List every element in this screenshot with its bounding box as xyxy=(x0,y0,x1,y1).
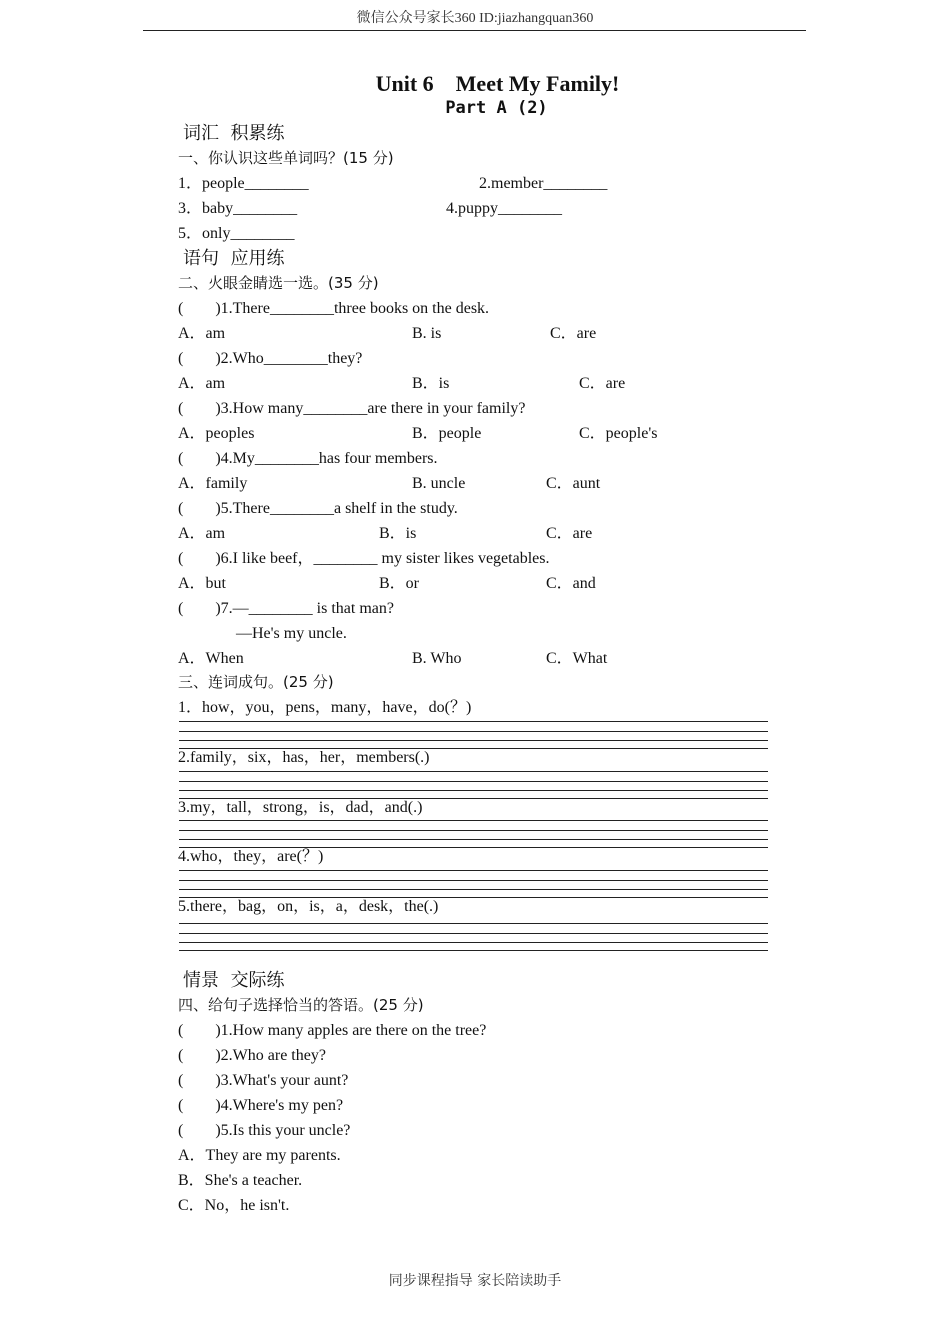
writing-line xyxy=(179,942,768,943)
q2-option-b: B．people xyxy=(412,425,482,442)
section-sentence-heading: 语句 应用练 xyxy=(183,248,285,269)
q4-option: C．No，he isn't. xyxy=(178,1197,290,1214)
q2-stem: ( )6.I like beef，________ my sister likes vegetables. xyxy=(178,550,550,567)
writing-line xyxy=(179,923,768,924)
q2-option-b: B. Who xyxy=(412,650,462,667)
writing-line xyxy=(179,781,768,782)
header-divider xyxy=(143,30,806,31)
writing-line xyxy=(179,830,768,831)
q1-heading: 一、你认识这些单词吗？(15 分) xyxy=(178,149,394,167)
section-situation-heading: 情景 交际练 xyxy=(183,970,285,991)
q4-item: ( )2.Who are they? xyxy=(178,1047,326,1064)
q3-item: 2.family，six，has，her，members(.) xyxy=(178,749,430,766)
q3-item: 3.my，tall，strong，is，dad，and(.) xyxy=(178,799,423,816)
q4-item: ( )4.Where's my pen? xyxy=(178,1097,344,1114)
writing-line xyxy=(179,771,768,772)
writing-line xyxy=(179,820,768,821)
section-vocab-heading: 词汇 积累练 xyxy=(183,123,285,144)
q2-option-a: A．am xyxy=(178,375,226,392)
q2-option-b: B．is xyxy=(379,525,417,542)
q2-option-c: C．are xyxy=(550,325,597,342)
page-subtitle: Part A (2) xyxy=(445,98,548,118)
q2-stem: ( )4.My________has four members. xyxy=(178,450,438,467)
q2-option-c: C．aunt xyxy=(546,475,601,492)
writing-line xyxy=(179,731,768,732)
q2-stem: ( )3.How many________are there in your family? xyxy=(178,400,526,417)
q2-option-a: A．but xyxy=(178,575,227,592)
q2-stem: ( )7.—________ is that man? xyxy=(178,600,394,617)
page-footer: 同步课程指导 家长陪读助手 xyxy=(388,1273,562,1289)
q2-stem: ( )5.There________a shelf in the study. xyxy=(178,500,458,517)
writing-line xyxy=(179,889,768,890)
q2-option-c: C．people's xyxy=(579,425,658,442)
writing-line xyxy=(179,933,768,934)
q2-stem: ( )1.There________three books on the desk. xyxy=(178,300,490,317)
q2-option-b: B. uncle xyxy=(412,475,466,492)
q4-item: ( )3.What's your aunt? xyxy=(178,1072,349,1089)
q2-heading: 二、火眼金睛选一选。(35 分) xyxy=(178,274,379,292)
page-header: 微信公众号家长360 ID:jiazhangquan360 xyxy=(356,11,594,26)
q4-heading: 四、给句子选择恰当的答语。(25 分) xyxy=(178,996,424,1014)
q2-option-a: A．peoples xyxy=(178,425,255,442)
q1-item: 1．people________ xyxy=(178,175,309,192)
writing-line xyxy=(179,950,768,951)
q1-item: 3．baby________ xyxy=(178,200,298,217)
q4-item: ( )1.How many apples are there on the tree? xyxy=(178,1022,487,1039)
writing-line xyxy=(179,839,768,840)
q2-option-b: B. is xyxy=(412,325,442,342)
q4-item: ( )5.Is this your uncle? xyxy=(178,1122,351,1139)
q2-stem-answer: —He's my uncle. xyxy=(236,625,347,642)
q2-option-c: C．What xyxy=(546,650,608,667)
q2-option-a: A．When xyxy=(178,650,244,667)
q2-option-c: C．are xyxy=(546,525,593,542)
q2-option-a: A．family xyxy=(178,475,248,492)
q1-item: 2.member________ xyxy=(479,175,608,192)
q4-option: B．She's a teacher. xyxy=(178,1172,303,1189)
q2-option-b: B．is xyxy=(412,375,450,392)
q2-option-a: A．am xyxy=(178,525,226,542)
q4-option: A．They are my parents. xyxy=(178,1147,341,1164)
q1-item: 4.puppy________ xyxy=(446,200,562,217)
writing-line xyxy=(179,790,768,791)
q3-item: 4.who，they，are(？) xyxy=(178,848,324,865)
q3-heading: 三、连词成句。(25 分) xyxy=(178,673,334,691)
writing-line xyxy=(179,870,768,871)
q2-option-b: B．or xyxy=(379,575,420,592)
q3-item: 1．how，you，pens，many，have，do(？) xyxy=(178,699,472,716)
q2-option-c: C．and xyxy=(546,575,596,592)
writing-line xyxy=(179,740,768,741)
q2-option-a: A．am xyxy=(178,325,226,342)
writing-line xyxy=(179,721,768,722)
q1-item: 5．only________ xyxy=(178,225,295,242)
page-title: Unit 6 Meet My Family! xyxy=(375,71,620,96)
q2-option-c: C．are xyxy=(579,375,626,392)
q2-stem: ( )2.Who________they? xyxy=(178,350,363,367)
writing-line xyxy=(179,880,768,881)
q3-item: 5.there，bag，on，is，a，desk，the(.) xyxy=(178,898,439,915)
